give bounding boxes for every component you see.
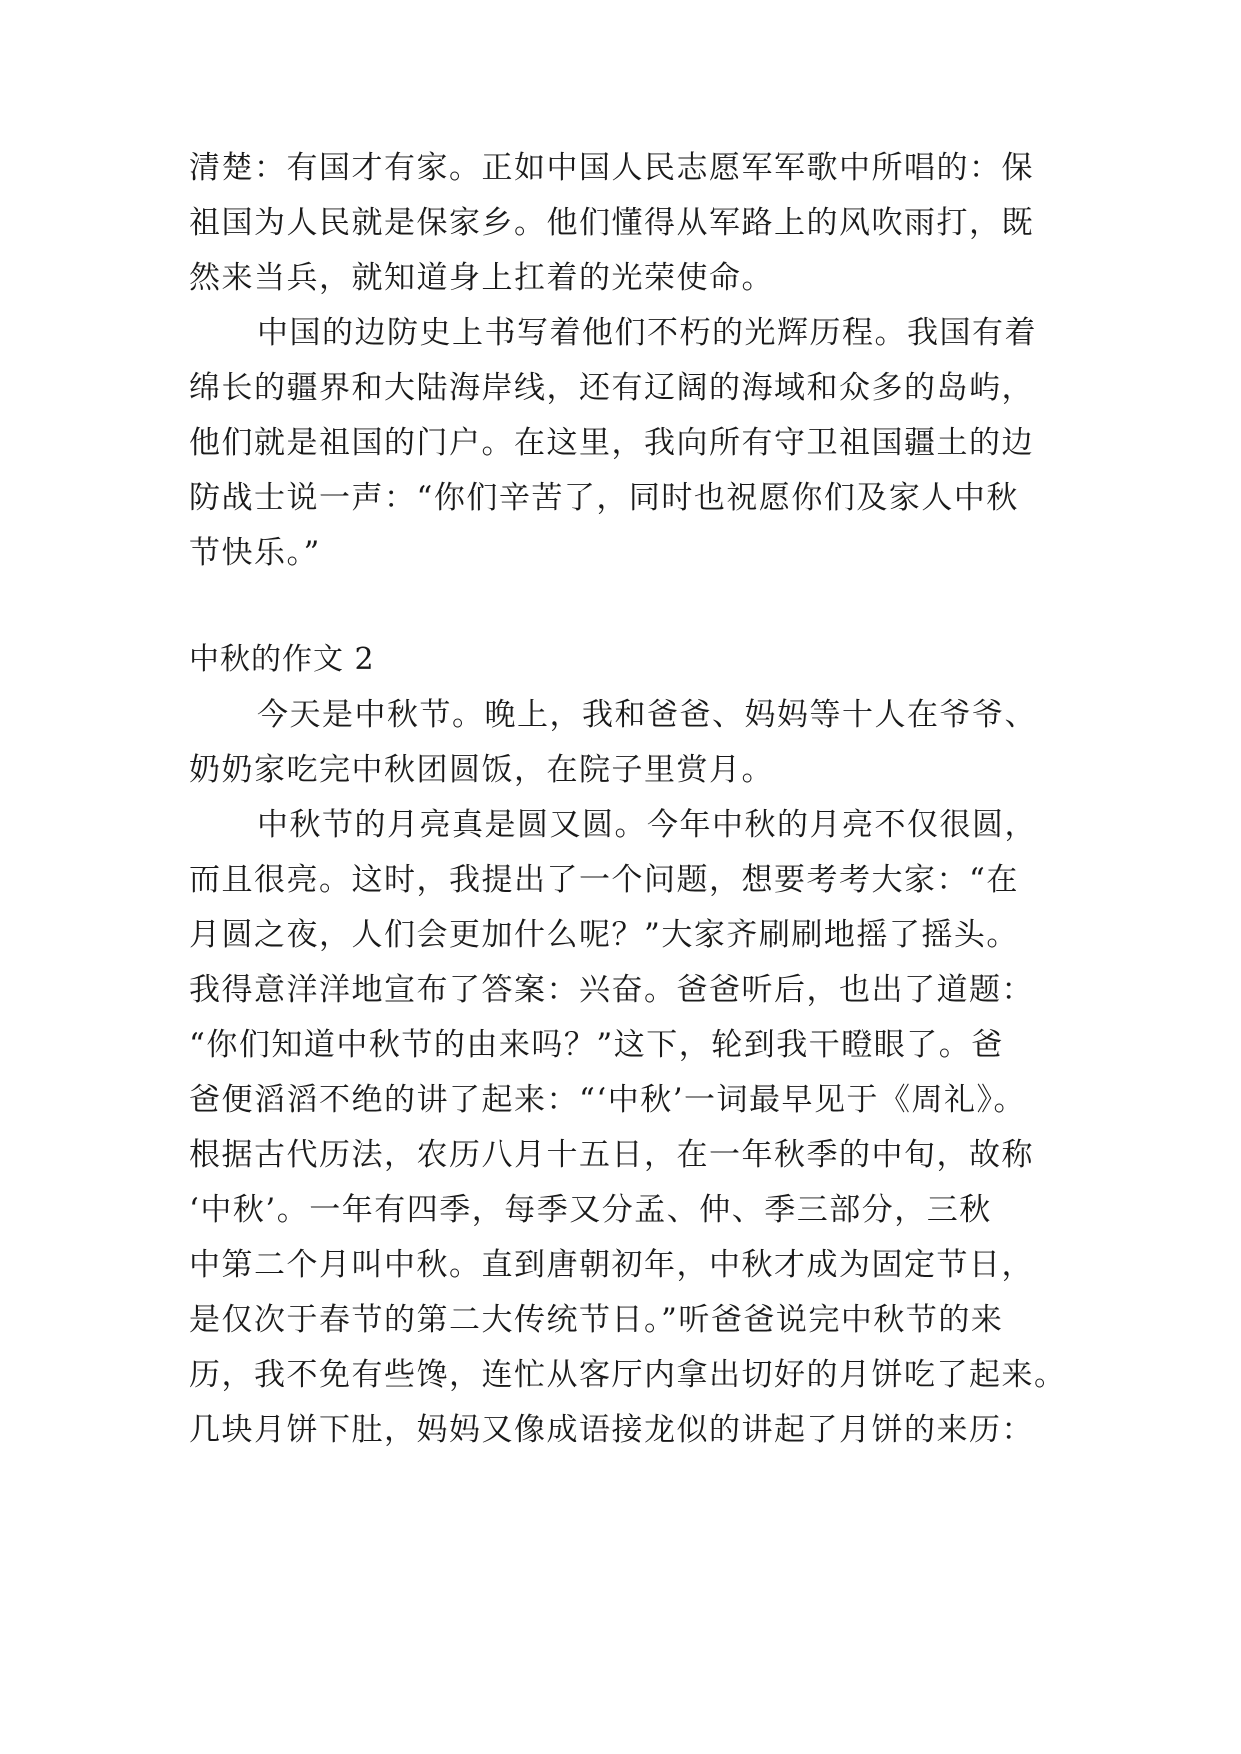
paragraph-4-line-7: 根据古代历法，农历八月十五日，在一年秋季的中旬，故称	[189, 1137, 1034, 1173]
paragraph-4-line-10: 是仅次于春节的第二大传统节日。”听爸爸说完中秋节的来	[189, 1302, 1004, 1338]
paragraph-1-line-2: 祖国为人民就是保家乡。他们懂得从军路上的风吹雨打，既	[189, 205, 1034, 241]
paragraph-4-line-5: “你们知道中秋节的由来吗？”这下，轮到我干瞪眼了。爸	[189, 1027, 1004, 1063]
paragraph-4-line-4: 我得意洋洋地宣布了答案：兴奋。爸爸听后，也出了道题：	[189, 972, 1034, 1008]
paragraph-1-line-3: 然来当兵，就知道身上扛着的光荣使命。	[189, 260, 774, 296]
paragraph-4-line-2: 而且很亮。这时，我提出了一个问题，想要考考大家：“在	[189, 862, 1019, 898]
paragraph-4-line-12: 几块月饼下肚，妈妈又像成语接龙似的讲起了月饼的来历：	[189, 1412, 1034, 1448]
paragraph-3-line-1: 今天是中秋节。晚上，我和爸爸、妈妈等十人在爷爷、	[257, 697, 1037, 733]
paragraph-2-line-3: 他们就是祖国的门户。在这里，我向所有守卫祖国疆土的边	[189, 425, 1034, 461]
paragraph-2-line-2: 绵长的疆界和大陆海岸线，还有辽阔的海域和众多的岛屿，	[189, 370, 1034, 406]
paragraph-2-line-5: 节快乐。”	[189, 535, 321, 571]
paragraph-4-line-9: 中第二个月叫中秋。直到唐朝初年，中秋才成为固定节日，	[189, 1247, 1034, 1283]
section-heading: 中秋的作文 2	[189, 642, 375, 677]
paragraph-4-line-1: 中秋节的月亮真是圆又圆。今年中秋的月亮不仅很圆，	[257, 807, 1037, 843]
paragraph-4-line-8: ‘中秋’。一年有四季，每季又分孟、仲、季三部分，三秋	[189, 1192, 992, 1228]
paragraph-4-line-11: 历，我不免有些馋，连忙从客厅内拿出切好的月饼吃了起来。	[189, 1357, 1067, 1393]
paragraph-4-line-6: 爸便滔滔不绝的讲了起来：“‘中秋’一词最早见于《周礼》。	[189, 1082, 1027, 1118]
paragraph-3-line-2: 奶奶家吃完中秋团圆饭，在院子里赏月。	[189, 752, 774, 788]
paragraph-4-line-3: 月圆之夜，人们会更加什么呢？”大家齐刷刷地摇了摇头。	[189, 917, 1019, 953]
paragraph-1-line-1: 清楚：有国才有家。正如中国人民志愿军军歌中所唱的：保	[189, 150, 1034, 186]
paragraph-2-line-4: 防战士说一声：“你们辛苦了，同时也祝愿你们及家人中秋	[189, 480, 1019, 516]
paragraph-2-line-1: 中国的边防史上书写着他们不朽的光辉历程。我国有着	[257, 315, 1037, 351]
